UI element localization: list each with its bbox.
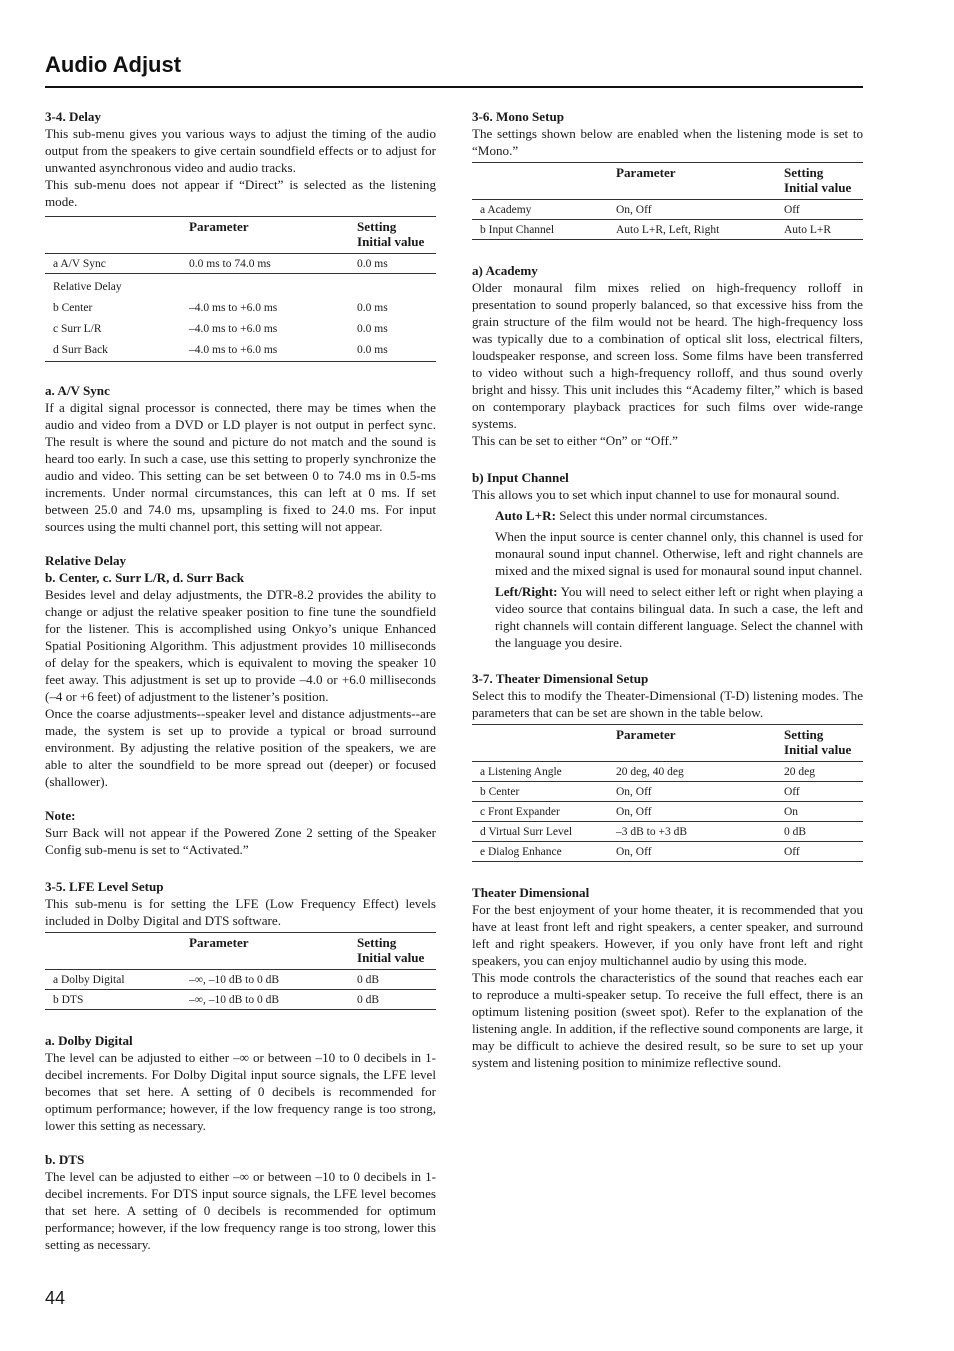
row-label: b Input Channel xyxy=(472,220,616,240)
row-label: c Front Expander xyxy=(472,802,616,822)
dts-heading: b. DTS xyxy=(45,1152,85,1167)
row-initial xyxy=(357,274,436,299)
table-header-row xyxy=(472,725,863,762)
row-label: d Virtual Surr Level xyxy=(472,822,616,842)
header-parameter: Parameter xyxy=(616,163,784,200)
row-initial: 0 dB xyxy=(784,822,863,842)
av-sync-section xyxy=(45,376,436,535)
left-right-label: Left/Right: xyxy=(495,584,558,599)
av-sync-heading: a. A/V Sync xyxy=(45,383,110,398)
dolby-text: The level can be adjusted to either –∞ or between –10 to 0 decibels in 1-decibel increments. For Dolby Digital input source signals, the LFE level becomes that set here. A setting of 0 decibels is recommended for optimum performance; however, if the low frequency range is too strong, lower this setting as necessary. xyxy=(45,1050,436,1133)
header-parameter: Parameter xyxy=(189,217,357,254)
academy-heading: a) Academy xyxy=(472,263,538,278)
table-row xyxy=(45,340,436,362)
auto-lr-detail: When the input source is center channel only, this channel is used for monaural sound input channel. Otherwise, left and right channels are mixed and the mixed signal is used for monaural sound input channel. xyxy=(495,529,863,578)
academy-text-1: Older monaural film mixes relied on high-frequency rolloff in presentation to sound properly balanced, so that excessive hiss from the grain structure of the film would not be heard. The high-frequency loss was typically due to a combination of optical slit loss, electrical filters, loudspeaker response, and screen loss. Some films have been transferred to video without such a high-frequency rolloff, and thus sound overly bright and hissy. This unit includes this “Academy filter,” which is based on contemporary playback practices for such films over wide-range systems. xyxy=(472,280,863,431)
left-column xyxy=(45,108,436,1270)
table-header-row xyxy=(45,217,436,254)
row-label: e Dialog Enhance xyxy=(472,842,616,862)
table-row xyxy=(472,762,863,782)
theater-dimensional-section xyxy=(472,876,863,1071)
row-range: –4.0 ms to +6.0 ms xyxy=(189,302,278,314)
row-range: On, Off xyxy=(616,842,784,862)
mono-table xyxy=(472,162,863,240)
dolby-section xyxy=(45,1024,436,1134)
td-section xyxy=(472,670,863,862)
header-setting-label: Setting xyxy=(357,935,397,950)
td-table xyxy=(472,724,863,862)
table-row xyxy=(45,970,436,990)
header-setting xyxy=(357,933,436,970)
header-blank xyxy=(45,933,189,970)
row-label: a Academy xyxy=(472,200,616,220)
page-title: Audio Adjust xyxy=(45,52,182,77)
row-range: –∞, –10 dB to 0 dB xyxy=(189,990,357,1010)
row-label: a Dolby Digital xyxy=(45,970,189,990)
table-row xyxy=(472,220,863,240)
lfe-heading: 3-5. LFE Level Setup xyxy=(45,879,164,894)
dts-text: The level can be adjusted to either –∞ or between –10 to 0 decibels in 1-decibel increments. For DTS input source signals, the LFE level becomes that set here. A setting of 0 decibels is recommended for optimum performance; however, if the low frequency range is too strong, lower this setting as necessary. xyxy=(45,1169,436,1252)
input-channel-section xyxy=(472,469,863,651)
row-range: –4.0 ms to +6.0 ms xyxy=(189,323,278,335)
row-initial: Off xyxy=(784,842,863,862)
table-row xyxy=(45,298,436,319)
input-channel-text: This allows you to set which input channel to use for monaural sound. xyxy=(472,487,840,502)
row-initial: On xyxy=(784,802,863,822)
row-initial: 0.0 ms xyxy=(357,323,388,335)
academy-section xyxy=(472,254,863,449)
row-initial: 20 deg xyxy=(784,762,863,782)
av-sync-text: If a digital signal processor is connected, there may be times when the audio and video from a DVD or LD player is not output in perfect sync. The result is where the sound and picture do not match and the sound is heard too early. In such a case, use this setting to properly synchronize the audio and video. This setting can be set between 0 to 74.0 ms in 0.5-ms increments. Under normal circumstances, this can left at 0 ms. If set between 25.0 and 74.0 ms, upsampling is fixed to 24.0 ms. For input sources using the multi channel port, this setting will not appear. xyxy=(45,400,436,534)
note-section xyxy=(45,807,436,858)
header-blank xyxy=(472,725,616,762)
auto-lr-item xyxy=(472,507,863,524)
row-range: Auto L+R, Left, Right xyxy=(616,220,784,240)
academy-text-2: This can be set to either “On” or “Off.” xyxy=(472,433,678,448)
theater-dimensional-text-1: For the best enjoyment of your home theater, it is recommended that you have at least front left and right speakers, a center speaker, and surround left and right speakers. However, if you only have front left and right speakers, you can enjoy multichannel audio by using this mode. xyxy=(472,902,863,968)
mono-heading: 3-6. Mono Setup xyxy=(472,109,565,124)
row-label: b Center xyxy=(472,782,616,802)
table-row xyxy=(472,802,863,822)
row-label: d Surr Back xyxy=(45,340,189,362)
relative-delay-subheading: b. Center, c. Surr L/R, d. Surr Back xyxy=(45,570,245,585)
table-row xyxy=(45,319,436,340)
header-parameter: Parameter xyxy=(616,725,784,762)
row-initial: Off xyxy=(784,200,863,220)
header-setting xyxy=(784,725,863,762)
header-setting xyxy=(784,163,863,200)
header-parameter: Parameter xyxy=(189,933,357,970)
dts-section xyxy=(45,1151,436,1253)
table-row xyxy=(45,254,436,274)
row-initial: Auto L+R xyxy=(784,220,863,240)
header-setting-label: Setting xyxy=(784,727,824,742)
table-row xyxy=(472,782,863,802)
header-setting xyxy=(357,217,436,254)
dolby-heading: a. Dolby Digital xyxy=(45,1033,133,1048)
row-range: On, Off xyxy=(616,802,784,822)
page-header xyxy=(45,50,863,88)
relative-delay-text-2: Once the coarse adjustments--speaker level and distance adjustments--are made, the system is set up to provide a typical or broad surround environment. By adjusting the relative position of the speakers, we are able to alter the soundfield to be more spread out (deeper) or focused (shallower). xyxy=(45,706,436,789)
note-text: Surr Back will not appear if the Powered Zone 2 setting of the Speaker Config sub-menu is set to “Activated.” xyxy=(45,825,436,857)
row-range: –∞, –10 dB to 0 dB xyxy=(189,970,357,990)
row-range: 0.0 ms to 74.0 ms xyxy=(189,254,357,274)
td-intro: Select this to modify the Theater-Dimensional (T-D) listening modes. The parameters that can be set are shown in the table below. xyxy=(472,688,863,720)
delay-intro-1: This sub-menu gives you various ways to adjust the timing of the audio output from the speakers to give certain soundfield effects or to adjust for unwanted asynchronous video and audio tracks. xyxy=(45,126,436,175)
row-initial: 0.0 ms xyxy=(357,340,436,362)
delay-heading: 3-4. Delay xyxy=(45,109,102,124)
auto-lr-label: Auto L+R: xyxy=(495,508,556,523)
row-label: c Surr L/R xyxy=(53,323,102,335)
row-label: a A/V Sync xyxy=(45,254,189,274)
row-label: b Center xyxy=(53,302,93,314)
table-row xyxy=(45,990,436,1010)
title-divider xyxy=(45,86,863,88)
row-label: Relative Delay xyxy=(53,281,122,293)
row-range xyxy=(189,274,357,299)
left-right-text: You will need to select either left or right when playing a video source that contains bilingual data. In such a case, the left and right channels will contain different language. Select the channel with the language you desire. xyxy=(495,584,863,650)
input-channel-heading: b) Input Channel xyxy=(472,470,569,485)
row-range: –3 dB to +3 dB xyxy=(616,822,784,842)
page-number: 44 xyxy=(45,1288,66,1308)
table-row xyxy=(472,822,863,842)
td-heading: 3-7. Theater Dimensional Setup xyxy=(472,671,649,686)
row-label: b DTS xyxy=(45,990,189,1010)
table-row xyxy=(472,842,863,862)
header-initial-label: Initial value xyxy=(784,742,852,757)
row-initial: 0.0 ms xyxy=(357,254,436,274)
theater-dimensional-text-2: This mode controls the characteristics of the sound that reaches each ear to reproduce a multi-speaker setup. To receive the full effect, there is an optimum listening position (sweet spot). Refer to the explanation of the listening angle. In addition, if the reflective sound components are large, it may be difficult to achieve the desired result, so be sure to set up your system and listening position to minimize reflective sound. xyxy=(472,970,863,1070)
left-right-item xyxy=(472,583,863,651)
row-initial: 0 dB xyxy=(357,970,436,990)
relative-delay-text-1: Besides level and delay adjustments, the DTR-8.2 provides the ability to change or adjust the relative speaker position to fine tune the soundfield for the listener. This is accomplished using Onkyo’s unique Enhanced Spatial Positioning Algorithm. This adjustment provides 10 milliseconds of delay for the speakers, which is equivalent to moving the speaker 10 feet away. This adjustment is set up to provide –4.0 or +6.0 milliseconds (–4 or +6 feet) of adjustment to the listener’s position. xyxy=(45,587,436,704)
table-row xyxy=(472,200,863,220)
lfe-intro: This sub-menu is for setting the LFE (Low Frequency Effect) levels included in Dolby Digital and DTS software. xyxy=(45,896,436,928)
header-blank xyxy=(472,163,616,200)
table-row xyxy=(45,274,436,299)
auto-lr-text: Select this under normal circumstances. xyxy=(555,508,768,523)
delay-table xyxy=(45,216,436,362)
right-column xyxy=(472,108,863,1088)
theater-dimensional-heading: Theater Dimensional xyxy=(472,885,590,900)
relative-delay-heading: Relative Delay xyxy=(45,553,127,568)
header-setting-label: Setting xyxy=(784,165,824,180)
row-range: –4.0 ms to +6.0 ms xyxy=(189,340,357,362)
row-range: 20 deg, 40 deg xyxy=(616,762,784,782)
header-initial-label: Initial value xyxy=(357,234,425,249)
delay-intro-2: This sub-menu does not appear if “Direct” is selected as the listening mode. xyxy=(45,177,436,209)
header-initial-label: Initial value xyxy=(784,180,852,195)
table-header-row xyxy=(45,933,436,970)
mono-section xyxy=(472,108,863,240)
delay-section xyxy=(45,108,436,362)
row-initial: Off xyxy=(784,782,863,802)
mono-intro: The settings shown below are enabled when the listening mode is set to “Mono.” xyxy=(472,126,863,158)
lfe-table xyxy=(45,932,436,1010)
note-heading: Note: xyxy=(45,808,76,823)
relative-delay-section xyxy=(45,552,436,790)
header-initial-label: Initial value xyxy=(357,950,425,965)
row-initial: 0.0 ms xyxy=(357,302,388,314)
row-range: On, Off xyxy=(616,782,784,802)
row-label: a Listening Angle xyxy=(472,762,616,782)
header-blank xyxy=(45,217,189,254)
row-range: On, Off xyxy=(616,200,784,220)
table-header-row xyxy=(472,163,863,200)
row-initial: 0 dB xyxy=(357,990,436,1010)
lfe-section xyxy=(45,878,436,1010)
header-setting-label: Setting xyxy=(357,219,397,234)
